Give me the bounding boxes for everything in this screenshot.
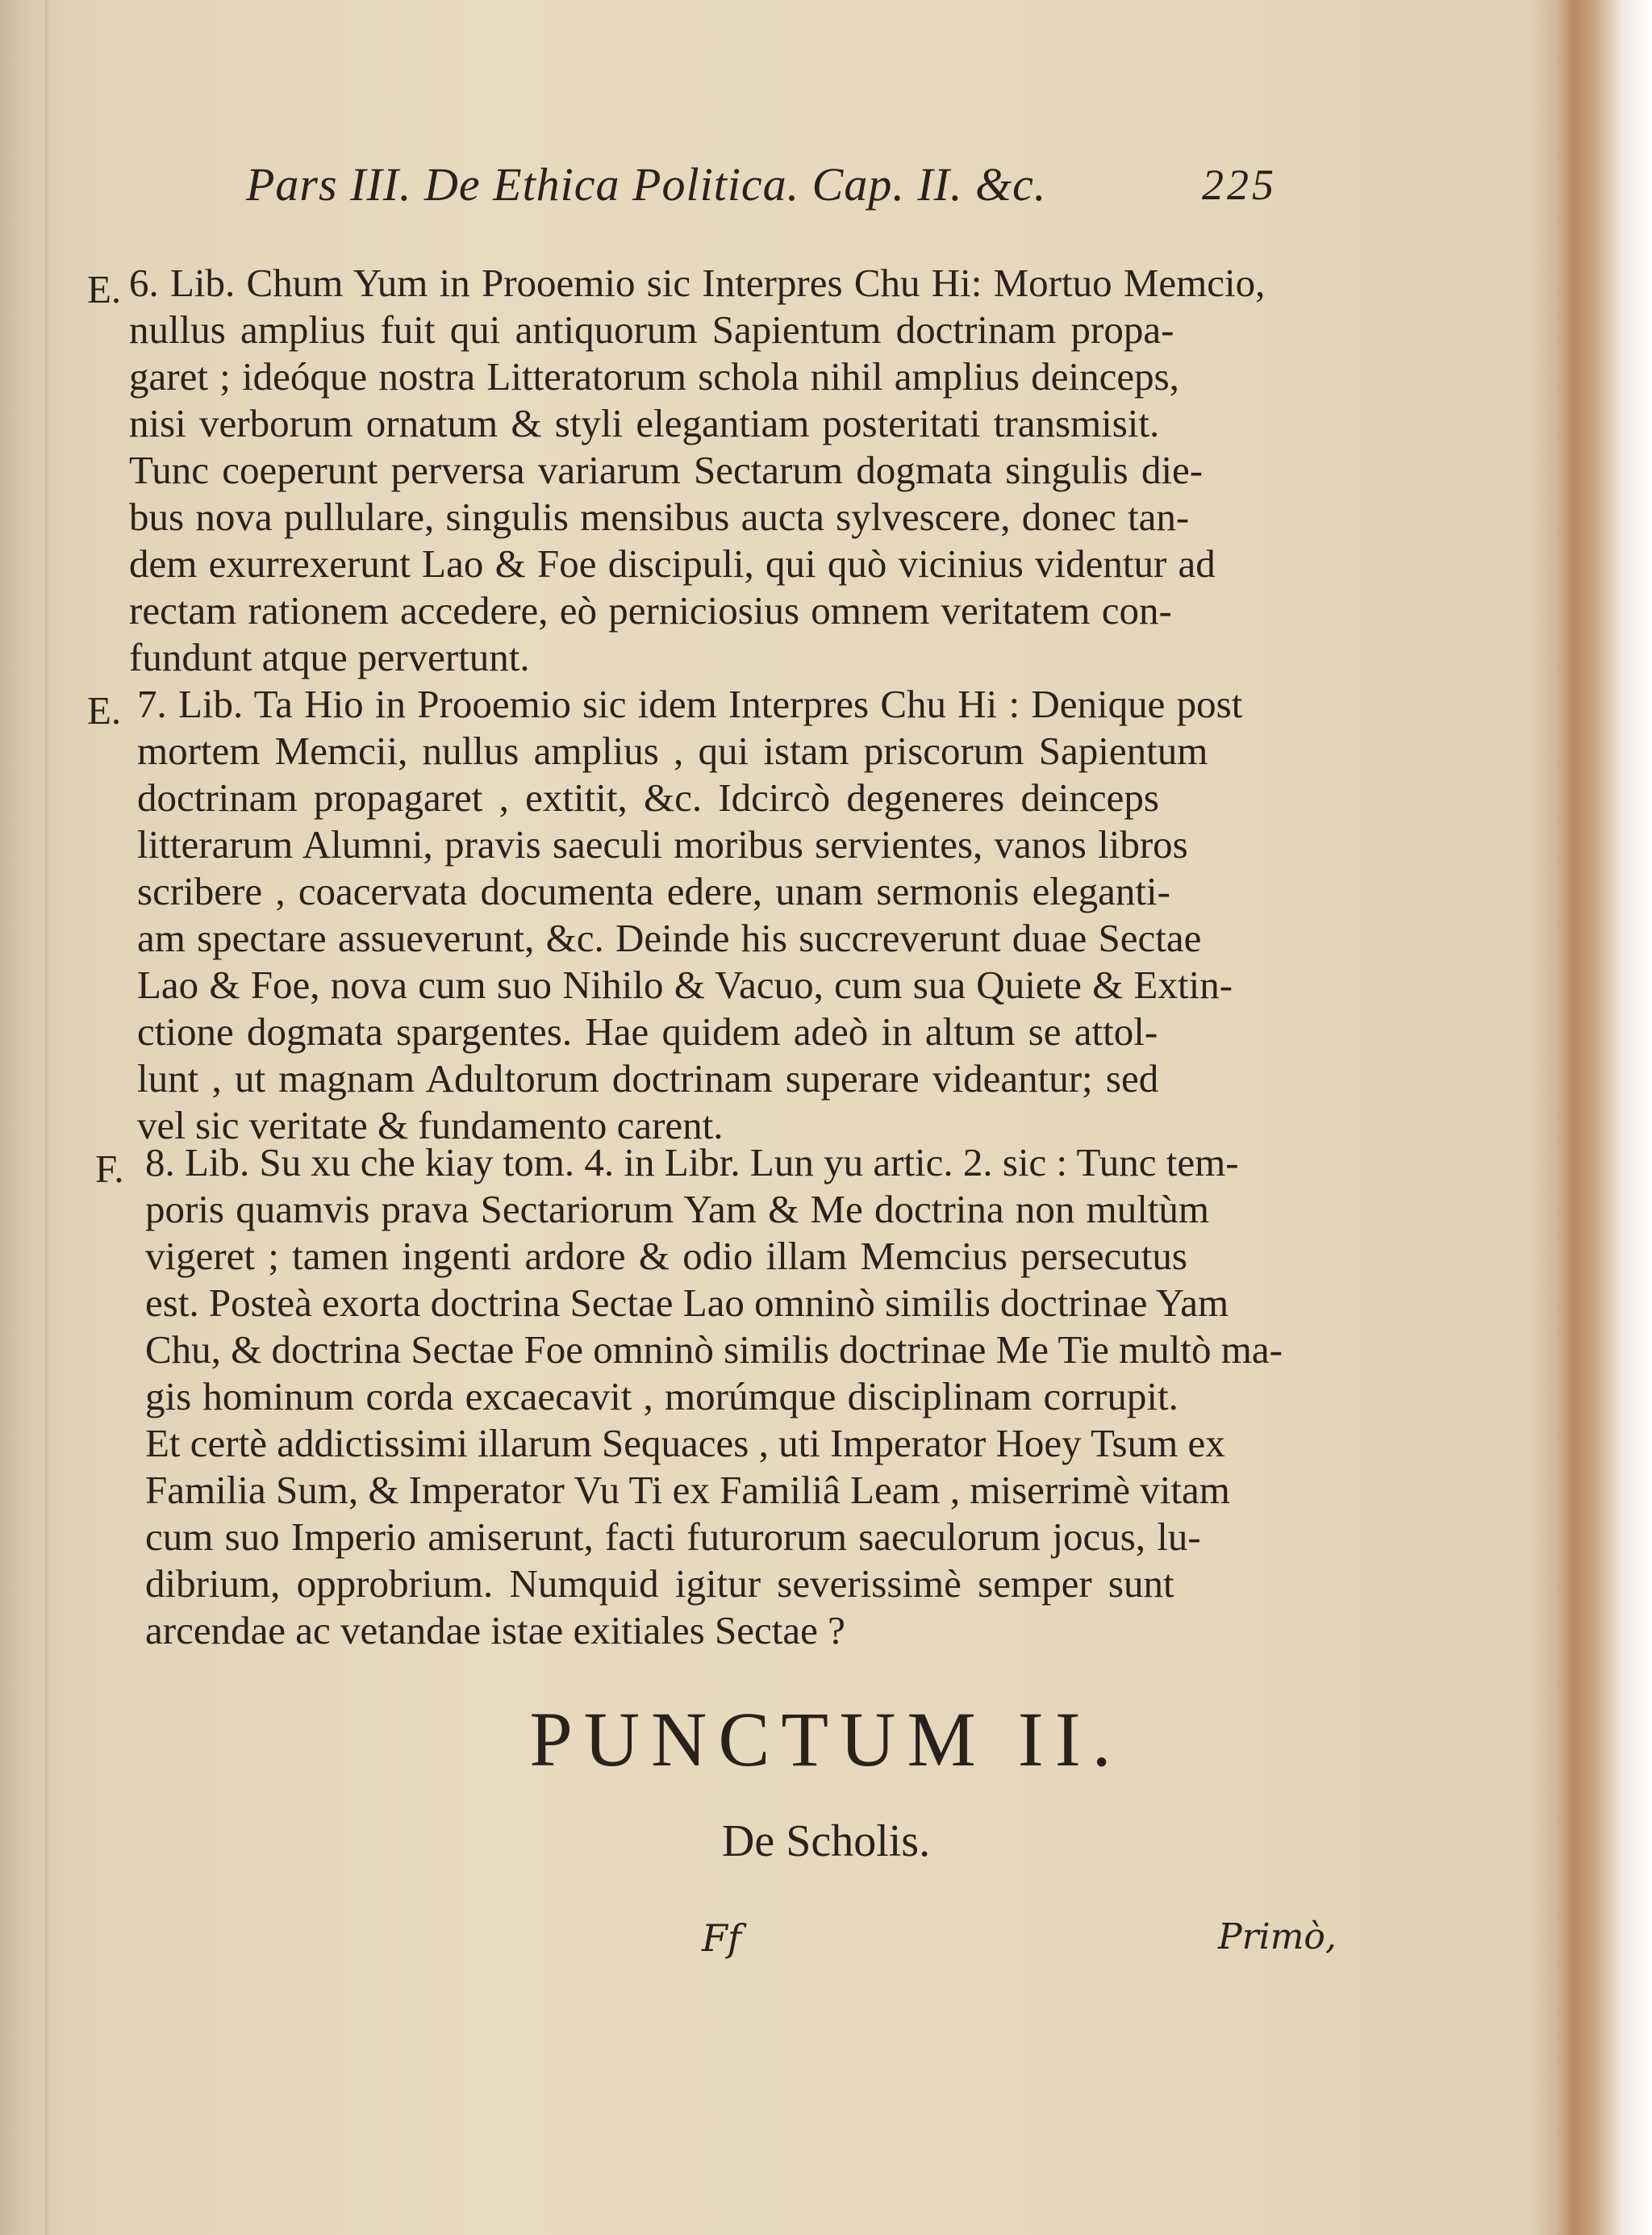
section-heading: PUNCTUM II. xyxy=(529,1696,1123,1782)
text-line: am spectare assueverunt, &c. Deinde his succreverunt duae Sectae xyxy=(137,916,1202,960)
text-line: vel sic veritate & fundamento carent. xyxy=(137,1103,724,1147)
text-line: rectam rationem accedere, eò perniciosius omnem veritatem con- xyxy=(129,588,1172,633)
paragraph-marker: E. xyxy=(87,267,122,311)
text-line: bus nova pullulare, singulis mensibus aucta sylvescere, donec tan- xyxy=(129,495,1190,539)
running-header: Pars III. De Ethica Politica. Cap. II. &c. xyxy=(246,158,1047,211)
text-line: mortem Memcii, nullus amplius , qui istam priscorum Sapientum xyxy=(137,729,1208,773)
text-line: Et certè addictissimi illarum Sequaces , uti Imperator Hoey Tsum ex xyxy=(145,1421,1225,1465)
catchword: Primò, xyxy=(1218,1916,1337,1957)
text-line: lunt , ut magnam Adultorum doctrinam superare videantur; sed xyxy=(137,1056,1159,1101)
text-line: poris quamvis prava Sectariorum Yam & Me doctrina non multùm xyxy=(145,1187,1210,1231)
text-line: Familia Sum, & Imperator Vu Ti ex Familiâ Leam , miserrimè vitam xyxy=(145,1468,1230,1512)
text-line: fundunt atque pervertunt. xyxy=(129,635,530,679)
text-line: nisi verborum ornatum & styli elegantiam posteritati transmisit. xyxy=(129,401,1160,445)
text-line: nullus amplius fuit qui antiquorum Sapientum doctrinam propa- xyxy=(129,307,1174,352)
paragraph-marker: E. xyxy=(87,688,122,733)
text-line: cum suo Imperio amiserunt, facti futurorum saeculorum jocus, lu- xyxy=(145,1514,1201,1559)
text-line: 7. Lib. Ta Hio in Prooemio sic idem Interpres Chu Hi : Denique post xyxy=(137,682,1243,726)
signature-mark: Ff xyxy=(702,1916,741,1960)
section-subheading: De Scholis. xyxy=(721,1816,931,1866)
text-line: doctrinam propagaret , extitit, &c. Idcircò degeneres deinceps xyxy=(137,775,1159,820)
text-line: dem exurrexerunt Lao & Foe discipuli, qui quò vicinius videntur ad xyxy=(129,541,1216,586)
page-number: 225 xyxy=(1202,161,1277,209)
text-line: litterarum Alumni, pravis saeculi moribus servientes, vanos libros xyxy=(137,822,1188,867)
text-line: gis hominum corda excaecavit , morúmque disciplinam corrupit. xyxy=(145,1374,1179,1418)
text-line: Chu, & doctrina Sectae Foe omninò similis doctrinae Me Tie multò ma- xyxy=(145,1327,1283,1372)
page-gutter xyxy=(45,0,50,2235)
text-line: garet ; ideóque nostra Litteratorum schola nihil amplius deinceps, xyxy=(129,354,1179,399)
text-line: arcendae ac vetandae istae exitiales Sectae ? xyxy=(145,1608,845,1652)
text-line: Lao & Foe, nova cum suo Nihilo & Vacuo, cum sua Quiete & Extin- xyxy=(137,963,1233,1007)
text-line: 6. Lib. Chum Yum in Prooemio sic Interpres Chu Hi: Mortuo Memcio, xyxy=(129,261,1266,305)
paragraph-marker: F. xyxy=(95,1147,124,1191)
text-line: dibrium, opprobrium. Numquid igitur severissimè semper sunt xyxy=(145,1561,1174,1606)
text-line: vigeret ; tamen ingenti ardore & odio illam Memcius persecutus xyxy=(145,1234,1187,1278)
text-line: 8. Lib. Su xu che kiay tom. 4. in Libr. Lun yu artic. 2. sic : Tunc tem- xyxy=(145,1140,1239,1184)
text-line: scribere , coacervata documenta edere, unam sermonis eleganti- xyxy=(137,869,1170,913)
text-line: ctione dogmata spargentes. Hae quidem adeò in altum se attol- xyxy=(137,1009,1158,1054)
text-line: Tunc coeperunt perversa variarum Sectarum dogmata singulis die- xyxy=(129,448,1204,492)
text-line: est. Posteà exorta doctrina Sectae Lao omninò similis doctrinae Yam xyxy=(145,1280,1229,1325)
